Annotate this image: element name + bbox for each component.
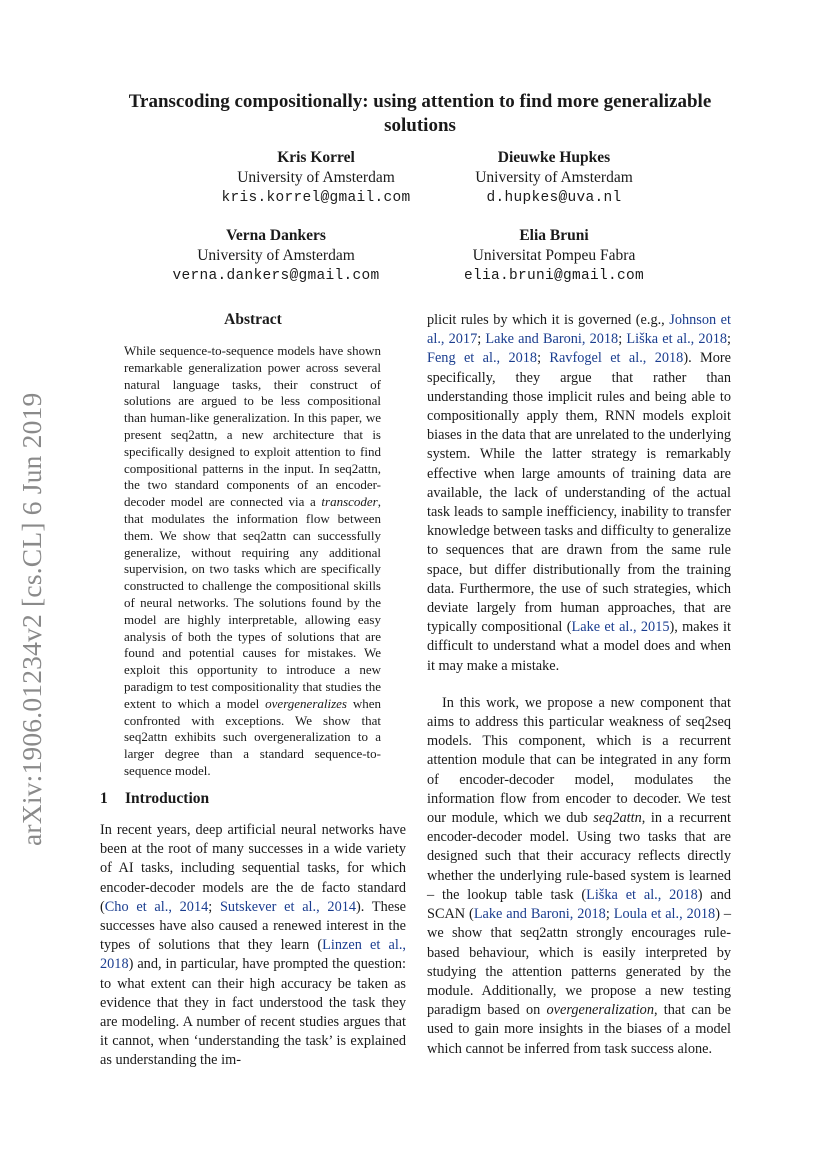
author-name: Elia Bruni xyxy=(519,227,589,244)
left-column-body xyxy=(100,821,406,1071)
section-heading xyxy=(100,790,209,808)
citation-link[interactable]: Lake et al., 2015 xyxy=(571,619,670,636)
author-email[interactable]: verna.dankers@gmail.com xyxy=(172,268,380,284)
right-column-body xyxy=(427,311,731,1059)
abstract-text: , that modulates the information flow between them. We show that seq2attn can successfully generalize, without requiring any additional supervision, on two tasks which are specifically constructed to challenge the compositional skills of neural networks. The solutions found by the model are highly interpretable, allowing easy analysis of both the types of solutions that are found and potential causes for mistakes. We exploit this opportunity to introduce a new paradigm to test compositionality that studies the extent to which a model xyxy=(124,494,381,711)
abstract-text: While sequence-to-sequence models have shown remarkable generalization power across several natural language tasks, their construct of solutions are argued to be less compositional than human-like generalization. In this paper, we present seq2attn, a new architecture that is specifically designed to exploit attention to find compositional patterns in the input. In seq2attn, the two standard components of an encoder-decoder model are connected via a xyxy=(124,343,381,510)
body-text: ; xyxy=(477,331,486,348)
author-affiliation: University of Amsterdam xyxy=(475,169,633,186)
author-block xyxy=(186,148,446,208)
citation-link[interactable]: Liška et al., 2018 xyxy=(586,886,698,903)
section-title: Introduction xyxy=(125,790,210,807)
citation-link[interactable]: Linzen et al., 2018 xyxy=(100,937,406,973)
author-affiliation: Universitat Pompeu Fabra xyxy=(472,247,636,264)
body-emphasis: overgeneralization xyxy=(546,1002,654,1019)
body-text: ), makes it difficult to understand what a model does and when it may make a mistake. xyxy=(427,619,731,674)
body-text: ) and, in particular, have prompted the question: to what extent can their high accuracy be taken as evidence that they in fact understood the task they are modeling. A number of recent studies argues that it cannot, when ‘understanding the task’ is explained as understanding the im- xyxy=(100,956,406,1069)
body-text: ) and SCAN ( xyxy=(427,886,731,923)
body-text: ; xyxy=(618,331,627,348)
author-block xyxy=(424,226,684,286)
arxiv-watermark xyxy=(12,376,58,846)
citation-link[interactable]: Cho et al., 2014 xyxy=(104,898,209,915)
author-block xyxy=(424,148,684,208)
citation-link[interactable]: Sutskever et al., 2014 xyxy=(219,898,357,915)
author-email[interactable]: elia.bruni@gmail.com xyxy=(463,268,645,284)
author-email[interactable]: d.hupkes@uva.nl xyxy=(486,190,622,206)
body-emphasis: seq2attn xyxy=(593,810,642,827)
citation-link[interactable]: Ravfogel et al., 2018 xyxy=(549,350,684,367)
citation-link[interactable]: Liška et al., 2018 xyxy=(626,331,728,348)
author-email[interactable]: kris.korrel@gmail.com xyxy=(221,190,411,206)
author-block xyxy=(146,226,406,286)
paper-title: Transcoding compositionally: using attention to find more generalizable solutions xyxy=(128,91,712,136)
citation-link[interactable]: Loula et al., 2018 xyxy=(613,906,716,923)
body-paragraph xyxy=(427,311,731,676)
citation-link[interactable]: Feng et al., 2018 xyxy=(427,350,538,367)
intro-paragraph xyxy=(100,821,406,1071)
citation-link[interactable]: Johnson et al., 2017 xyxy=(427,312,731,348)
body-text: In recent years, deep artificial neural networks have been at the root of many successes in a wide variety of AI tasks, including sequential tasks, for which encoder-decoder models are the de facto standard ( xyxy=(100,822,406,915)
body-text: , that can be used to gain more insights in the biases of a model which cannot be inferred from task success alone. xyxy=(427,1002,731,1057)
abstract-emphasis: overgeneralizes xyxy=(265,695,347,711)
author-name: Dieuwke Hupkes xyxy=(497,149,611,166)
citation-link[interactable]: Lake and Baroni, 2018 xyxy=(485,331,619,348)
arxiv-identifier: arXiv:1906.01234v2 [cs.CL] 6 Jun 2019 xyxy=(16,392,47,846)
citation-link[interactable]: Lake and Baroni, 2018 xyxy=(473,906,606,923)
body-text: , in a recurrent encoder-decoder model. Using two tasks that are designed such that their accuracy reflects directly whether the underlying rule-based system is learned – the lookup table task ( xyxy=(427,810,731,903)
body-text: ; xyxy=(727,331,731,348)
abstract-body xyxy=(124,343,381,780)
body-text: ) – we show that seq2attn strongly encourages rule-based behaviour, which is easily interpreted by studying the attention patterns generated by the module. Additionally, we propose a new testing paradigm based on xyxy=(427,906,732,1019)
body-text: ). These successes have also caused a renewed interest in the types of solutions that they learn ( xyxy=(100,898,406,954)
body-text: ; xyxy=(208,898,220,915)
body-text: plicit rules by which it is governed (e.g., xyxy=(427,312,670,328)
body-text: ; xyxy=(537,350,550,367)
abstract-text: when confronted with exceptions. We show that seq2attn exhibits such overgeneralization to a larger degree than a standard sequence-to-sequence model. xyxy=(124,695,382,778)
body-text: ; xyxy=(605,906,614,923)
body-text: In this work, we propose a new component that aims to address this particular weakness of seq2seq models. This component, which is a recurrent attention module that can be integrated in any form of encoder-decoder model, modulates the information flow from encoder to decoder. We test our module, which we dub xyxy=(427,694,731,827)
body-text: ). More specifically, they argue that rather than understanding those implicit rules and being able to compositionally apply them, RNN models exploit biases in the data that are unrelated to the underlying system. While the latter strategy is remarkably effective when large amounts of training data are available, the lack of understanding of the actual task leads to sample inefficiency, inability to transfer knowledge between tasks and difficulty to generalize to sequences that are drawn from the same rule space, but differ distributionally from the training data. Furthermore, the use of such strategies, which deviate largely from human approaches, that are typically compositional ( xyxy=(427,350,731,636)
body-paragraph xyxy=(427,694,731,1059)
abstract-emphasis: transcoder xyxy=(321,494,378,510)
author-affiliation: University of Amsterdam xyxy=(197,247,355,264)
author-affiliation: University of Amsterdam xyxy=(237,169,395,186)
abstract-heading: Abstract xyxy=(224,311,282,328)
section-number: 1 xyxy=(100,790,108,807)
author-name: Verna Dankers xyxy=(226,227,326,244)
author-name: Kris Korrel xyxy=(277,149,355,166)
